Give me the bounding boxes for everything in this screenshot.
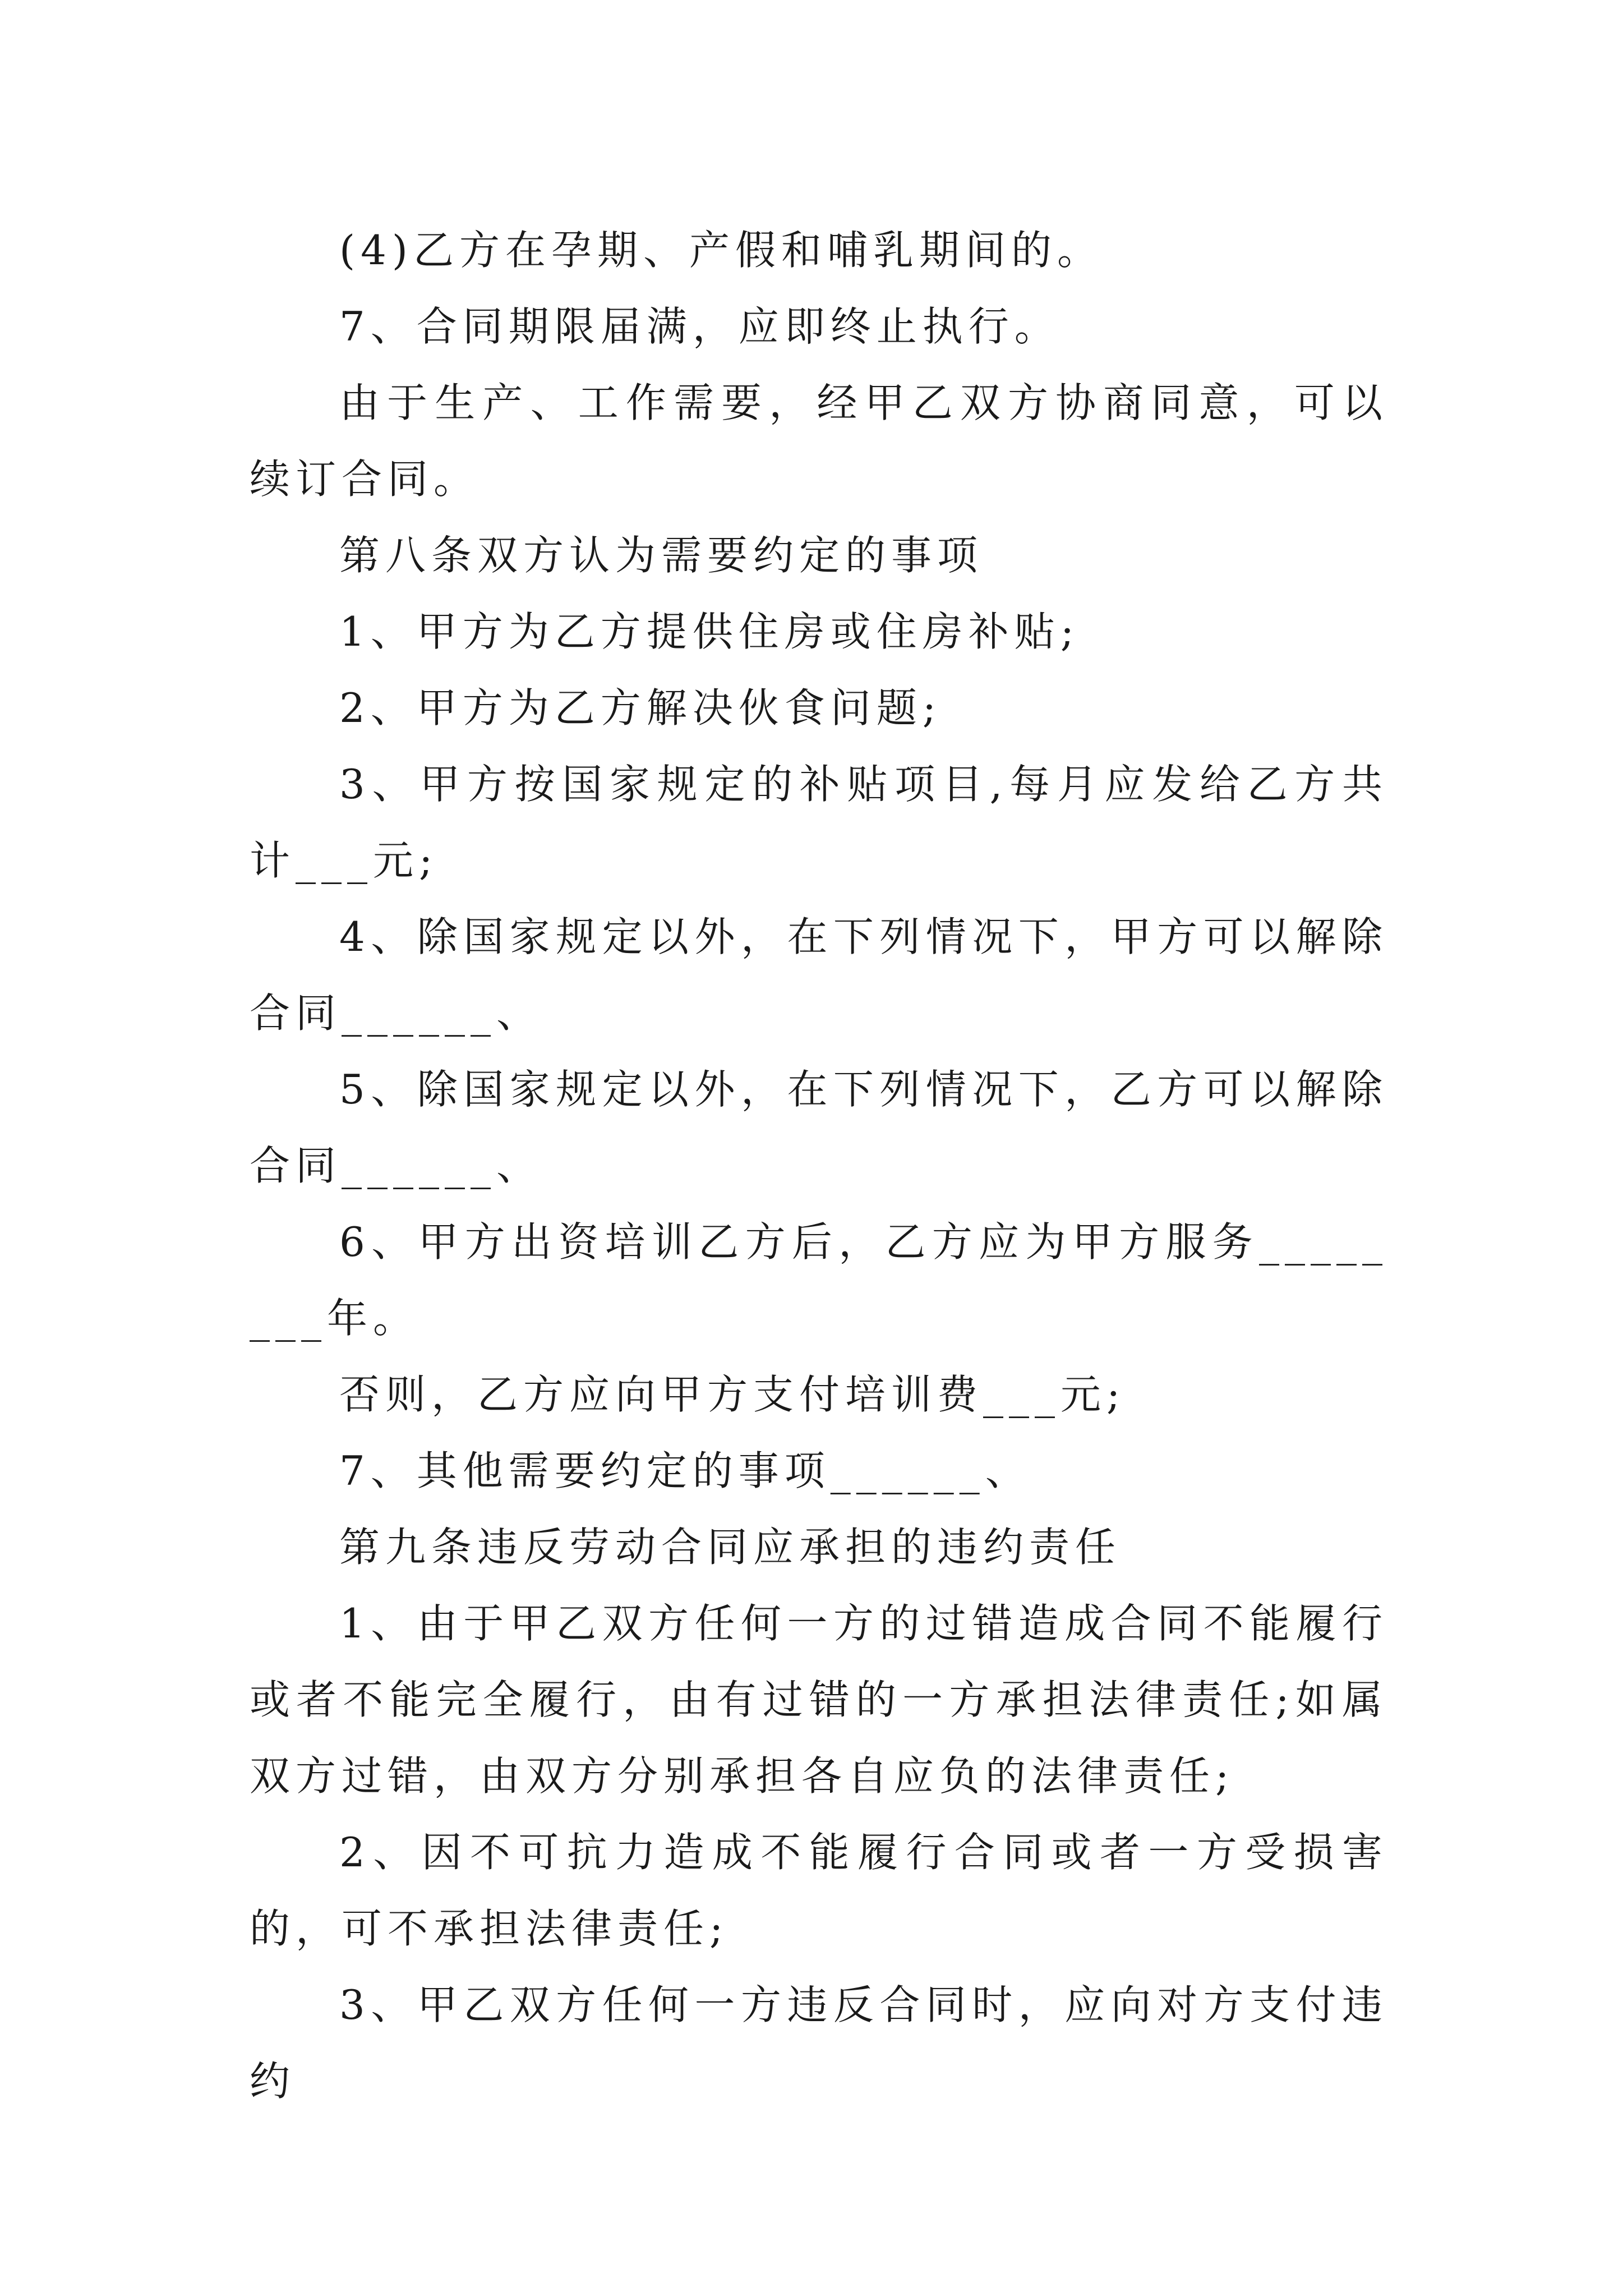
paragraph: 2、甲方为乙方解决伙食问题;: [339, 684, 942, 731]
paragraph: 3、甲乙双方任何一方违反合同时，应向对方支付违约: [250, 1981, 1388, 2105]
paragraph: 由于生产、工作需要，经甲乙双方协商同意，可以续订合同。: [250, 379, 1388, 503]
paragraph: 2、因不可抗力造成不能履行合同或者一方受损害的，可不承担法律责任;: [250, 1829, 1388, 1952]
paragraph: 3、甲方按国家规定的补贴项目,每月应发给乙方共计___元;: [250, 761, 1388, 884]
section-heading: 第九条违反劳动合同应承担的违约责任: [339, 1524, 1122, 1571]
paragraph: 7、合同期限届满，应即终止执行。: [339, 303, 1061, 350]
paragraph: 6、甲方出资培训乙方后，乙方应为甲方服务________年。: [250, 1218, 1388, 1342]
paragraph: 1、甲方为乙方提供住房或住房补贴;: [339, 608, 1080, 655]
paragraph: 1、由于甲乙双方任何一方的过错造成合同不能履行或者不能完全履行，由有过错的一方承担法律责任;如属双方过错，由双方分别承担各自应负的法律责任;: [250, 1600, 1388, 1800]
section-heading: 第八条双方认为需要约定的事项: [339, 532, 984, 579]
paragraph: (4)乙方在孕期、产假和哺乳期间的。: [339, 227, 1103, 274]
paragraph: 否则，乙方应向甲方支付培训费___元;: [339, 1371, 1126, 1418]
document-body: [250, 212, 1388, 2119]
paragraph: 5、除国家规定以外，在下列情况下，乙方可以解除合同______、: [250, 1066, 1388, 1189]
paragraph: 7、其他需要约定的事项______、: [339, 1447, 1031, 1494]
paragraph: 4、除国家规定以外，在下列情况下，甲方可以解除合同______、: [250, 913, 1388, 1037]
